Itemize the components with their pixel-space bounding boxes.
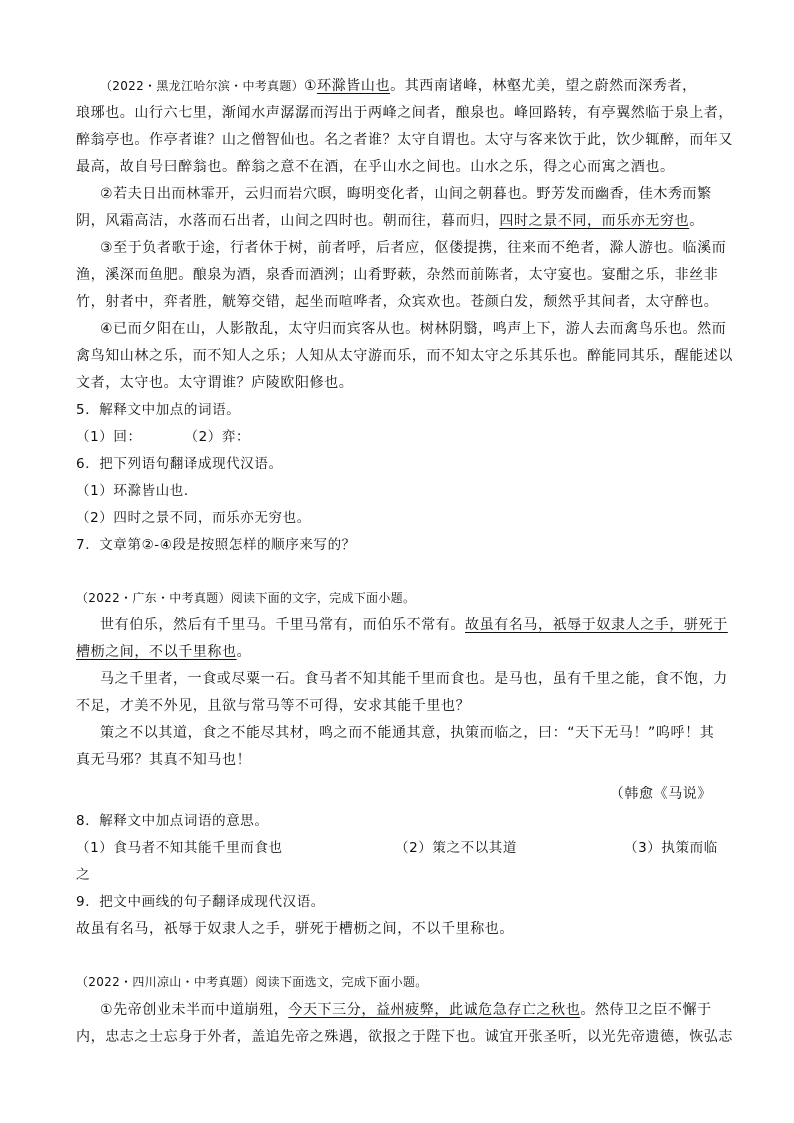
question-9-text: 故虽有名马，祇辱于奴隶人之手，骈死于槽枥之间，不以千里称也。 bbox=[76, 921, 514, 937]
s3-p1-line2: 内，忠志之士忘身于外者，盖追先帝之殊遇，欲报之于陛下也。诚宜开张圣听，以光先帝遗德，恢弘志 bbox=[76, 1029, 733, 1045]
question-6-item-1: （1）环滁皆山也. bbox=[76, 483, 189, 499]
s1-p3-line2: 渔，溪深而鱼肥。酿泉为酒，泉香而酒洌；山肴野蔌，杂然而前陈者，太守宴也。宴酣之乐，非丝非 bbox=[76, 267, 719, 283]
question-7: 7．文章第②-④段是按照怎样的顺序来写的？ bbox=[76, 537, 356, 553]
underlined-sentence: 今天下三分，益州疲弊，此诚危急存亡之秋也 bbox=[288, 1002, 581, 1018]
question-8-item-3-cont: 之 bbox=[76, 867, 91, 883]
underlined-sentence: 槽枥之间，不以千里称也 bbox=[76, 644, 237, 660]
source-label: （2022・黑龙江哈尔滨・中考真题） bbox=[100, 79, 304, 93]
attribution: （韩愈《马说》 bbox=[609, 786, 712, 802]
s1-p4-line2: 禽鸟知山林之乐，而不知人之乐；人知从太守游而乐，而不知太守之乐其乐也。醉能同其乐，醒能述以 bbox=[76, 348, 733, 364]
question-6-item-2: （2）四时之景不同，而乐亦无穷也。 bbox=[76, 510, 311, 526]
underlined-sentence: 故虽有名马，祇辱于奴隶人之手，骈死于 bbox=[465, 617, 728, 633]
question-8-item-2: （2）策之不以其道 bbox=[395, 840, 517, 856]
question-8-item-3: （3）执策而临 bbox=[624, 840, 718, 856]
s1-p1-line4: 最高，故自号曰醉翁也。醉翁之意不在酒，在乎山水之间也。山水之乐，得之心而寓之酒也。 bbox=[76, 159, 675, 175]
question-5: 5．解释文中加点的词语。 bbox=[76, 402, 241, 418]
s1-p2-line2: 阴，风霜高洁，水落而石出者，山间之四时也。朝而往，暮而归，四时之景不同，而乐亦无穷也。 bbox=[76, 213, 704, 229]
s1-p3-line3: 竹，射者中，弈者胜，觥筹交错，起坐而喧哗者，众宾欢也。苍颜白发，颓然乎其间者，太守醉也。 bbox=[76, 294, 719, 310]
s1-p2-line1: ②若夫日出而林霏开，云归而岩穴暝，晦明变化者，山间之朝暮也。野芳发而幽香，佳木秀而繁 bbox=[100, 186, 712, 202]
s1-p4-line3: 文者，太守也。太守谓谁？庐陵欧阳修也。 bbox=[76, 375, 354, 391]
s2-p2-line1: 马之千里者，一食或尽粟一石。食马者不知其能千里而食也。是马也，虽有千里之能，食不饱，力 bbox=[100, 671, 728, 687]
question-5-items: （1）回： （2）弈： bbox=[76, 429, 251, 445]
question-9: 9．把文中画线的句子翻译成现代汉语。 bbox=[76, 894, 325, 910]
s2-p3-line1: 策之不以其道，食之不能尽其材，鸣之而不能通其意，执策而临之，曰：“天下无马！”呜呼！其 bbox=[100, 725, 715, 741]
s2-p2-line2: 不足，才美不外见，且欲与常马等不可得，安求其能千里也？ bbox=[76, 698, 471, 714]
s1-p3-line1: ③至于负者歌于途，行者休于树，前者呼，后者应，伛偻提携，往来而不绝者，滁人游也。临溪而 bbox=[100, 240, 727, 256]
question-8: 8．解释文中加点词语的意思。 bbox=[76, 813, 269, 829]
underlined-sentence: 环滁皆山也 bbox=[317, 78, 391, 94]
s2-p1-line1: 世有伯乐，然后有千里马。千里马常有，而伯乐不常有。故虽有名马，祇辱于奴隶人之手，骈死于 bbox=[100, 617, 728, 633]
s1-p1-line1: （2022・黑龙江哈尔滨・中考真题）①环滁皆山也。其西南诸峰，林壑尤美，望之蔚然而深秀者， bbox=[100, 78, 697, 94]
question-6: 6．把下列语句翻译成现代汉语。 bbox=[76, 456, 283, 472]
question-8-item-1: （1）食马者不知其能千里而食也 bbox=[76, 840, 283, 856]
underlined-sentence: 四时之景不同，而乐亦无穷也 bbox=[499, 213, 690, 229]
s3-p1-line1: ①先帝创业未半而中道崩殂，今天下三分，益州疲弊，此诚危急存亡之秋也。然侍卫之臣不懈于 bbox=[100, 1002, 712, 1018]
source-label: （2022・四川凉山・中考真题）阅读下面选文，完成下面小题。 bbox=[76, 975, 428, 989]
s1-p4-line1: ④已而夕阳在山，人影散乱，太守归而宾客从也。树林阴翳，鸣声上下，游人去而禽鸟乐也。然而 bbox=[100, 321, 727, 337]
source-label: （2022・广东・中考真题）阅读下面的文字，完成下面小题。 bbox=[76, 591, 416, 605]
s2-p1-line2: 槽枥之间，不以千里称也。 bbox=[76, 644, 252, 660]
s2-p3-line2: 真无马邪？其真不知马也！ bbox=[76, 752, 252, 768]
s1-p1-line2: 琅琊也。山行六七里，渐闻水声潺潺而泻出于两峰之间者，酿泉也。峰回路转，有亭翼然临于泉上者， bbox=[76, 105, 733, 121]
s1-p1-line3: 醉翁亭也。作亭者谁？山之僧智仙也。名之者谁？太守自谓也。太守与客来饮于此，饮少辄醉，而年又 bbox=[76, 132, 733, 148]
